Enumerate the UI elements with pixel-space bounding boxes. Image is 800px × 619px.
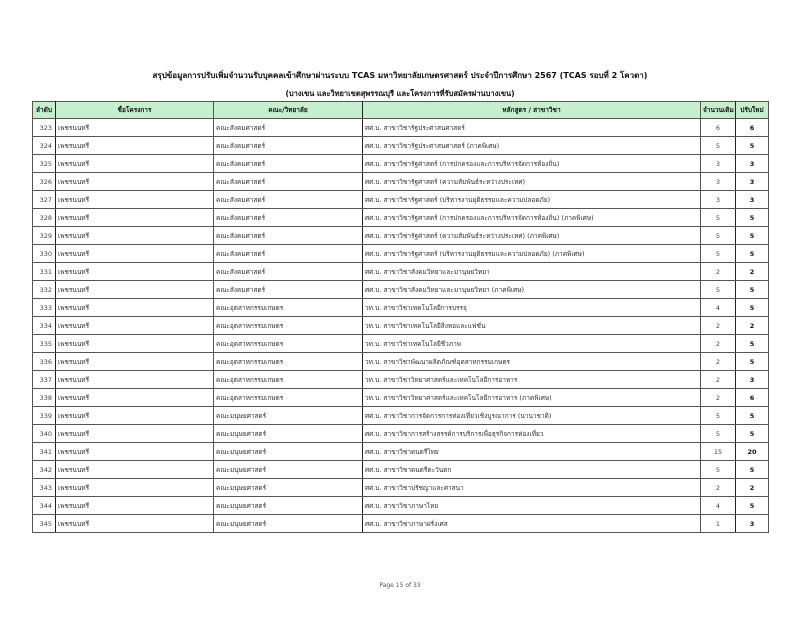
- row-number: 336: [33, 353, 56, 371]
- program-name: ศศ.บ. สาขาวิชารัฐศาสตร์ (ความสัมพันธ์ระหว่างประเทศ) (ภาคพิเศษ): [363, 227, 701, 245]
- faculty-name: คณะสังคมศาสตร์: [214, 155, 363, 173]
- original-quota: 1: [701, 515, 736, 533]
- faculty-name: คณะสังคมศาสตร์: [214, 137, 363, 155]
- faculty-name: คณะสังคมศาสตร์: [214, 281, 363, 299]
- new-quota: 6: [736, 389, 769, 407]
- program-name: วท.บ. สาขาวิชาวิทยาศาสตร์และเทคโนโลยีการอาหาร: [363, 371, 701, 389]
- program-name: ศศ.บ. สาขาวิชารัฐประศาสนศาสตร์: [363, 119, 701, 137]
- header-faculty: คณะ/วิทยาลัย: [214, 102, 363, 119]
- original-quota: 2: [701, 479, 736, 497]
- row-number: 338: [33, 389, 56, 407]
- row-number: 334: [33, 317, 56, 335]
- faculty-name: คณะสังคมศาสตร์: [214, 209, 363, 227]
- project-name: เพชรนนทรี: [56, 515, 214, 533]
- new-quota: 20: [736, 443, 769, 461]
- table-row: [33, 227, 769, 245]
- table-header-row: [33, 102, 769, 119]
- row-number: 330: [33, 245, 56, 263]
- program-name: วท.บ. สาขาวิชาวิทยาศาสตร์และเทคโนโลยีการอาหาร (ภาคพิเศษ): [363, 389, 701, 407]
- program-name: ศศ.บ. สาขาวิชารัฐศาสตร์ (บริหารงานยุติธรรมและความปลอดภัย) (ภาคพิเศษ): [363, 245, 701, 263]
- faculty-name: คณะสังคมศาสตร์: [214, 263, 363, 281]
- new-quota: 5: [736, 461, 769, 479]
- row-number: 329: [33, 227, 56, 245]
- table-row: [33, 155, 769, 173]
- faculty-name: คณะอุตสาหกรรมเกษตร: [214, 389, 363, 407]
- project-name: เพชรนนทรี: [56, 173, 214, 191]
- project-name: เพชรนนทรี: [56, 281, 214, 299]
- original-quota: 3: [701, 155, 736, 173]
- program-name: ศศ.บ. สาขาวิชาสังคมวิทยาและมานุษยวิทยา: [363, 263, 701, 281]
- table-row: [33, 299, 769, 317]
- original-quota: 4: [701, 497, 736, 515]
- original-quota: 2: [701, 389, 736, 407]
- row-number: 343: [33, 479, 56, 497]
- faculty-name: คณะมนุษยศาสตร์: [214, 497, 363, 515]
- original-quota: 4: [701, 299, 736, 317]
- page-number: Page 15 of 33: [379, 582, 421, 589]
- row-number: 340: [33, 425, 56, 443]
- program-name: ศศ.บ. สาขาวิชาดนตรีตะวันตก: [363, 461, 701, 479]
- original-quota: 5: [701, 209, 736, 227]
- header-project: ชื่อโครงการ: [56, 102, 214, 119]
- program-name: ศศ.บ. สาขาวิชารัฐศาสตร์ (การปกครองและการบริหารจัดการท้องถิ่น) (ภาคพิเศษ): [363, 209, 701, 227]
- new-quota: 5: [736, 497, 769, 515]
- row-number: 333: [33, 299, 56, 317]
- program-name: วท.บ. สาขาวิชาเทคโนโลยีชีวภาพ: [363, 335, 701, 353]
- original-quota: 5: [701, 137, 736, 155]
- original-quota: 2: [701, 317, 736, 335]
- row-number: 339: [33, 407, 56, 425]
- row-number: 341: [33, 443, 56, 461]
- table-row: [33, 191, 769, 209]
- table-row: [33, 137, 769, 155]
- program-name: ศศ.บ. สาขาวิชาดนตรีไทย: [363, 443, 701, 461]
- table-row: [33, 461, 769, 479]
- table-row: [33, 371, 769, 389]
- original-quota: 6: [701, 119, 736, 137]
- table-row: [33, 335, 769, 353]
- table-row: [33, 317, 769, 335]
- quota-table: [32, 101, 769, 533]
- faculty-name: คณะมนุษยศาสตร์: [214, 515, 363, 533]
- table-row: [33, 245, 769, 263]
- original-quota: 3: [701, 173, 736, 191]
- new-quota: 5: [736, 407, 769, 425]
- project-name: เพชรนนทรี: [56, 263, 214, 281]
- faculty-name: คณะสังคมศาสตร์: [214, 191, 363, 209]
- original-quota: 2: [701, 371, 736, 389]
- faculty-name: คณะสังคมศาสตร์: [214, 245, 363, 263]
- header-original: จำนวนเดิม: [701, 102, 736, 119]
- program-name: วท.บ. สาขาวิชาเทคโนโลยีการบรรจุ: [363, 299, 701, 317]
- new-quota: 3: [736, 515, 769, 533]
- project-name: เพชรนนทรี: [56, 227, 214, 245]
- faculty-name: คณะอุตสาหกรรมเกษตร: [214, 299, 363, 317]
- project-name: เพชรนนทรี: [56, 119, 214, 137]
- project-name: เพชรนนทรี: [56, 443, 214, 461]
- row-number: 323: [33, 119, 56, 137]
- project-name: เพชรนนทรี: [56, 137, 214, 155]
- row-number: 332: [33, 281, 56, 299]
- table-row: [33, 281, 769, 299]
- program-name: ศศ.บ. สาขาวิชาการจัดการการท่องเที่ยวเชิงบูรณาการ (นานาชาติ): [363, 407, 701, 425]
- new-quota: 3: [736, 371, 769, 389]
- header-program: หลักสูตร / สาขาวิชา: [363, 102, 701, 119]
- original-quota: 5: [701, 425, 736, 443]
- project-name: เพชรนนทรี: [56, 335, 214, 353]
- new-quota: 5: [736, 281, 769, 299]
- faculty-name: คณะมนุษยศาสตร์: [214, 479, 363, 497]
- new-quota: 5: [736, 209, 769, 227]
- row-number: 342: [33, 461, 56, 479]
- original-quota: 15: [701, 443, 736, 461]
- program-name: ศศ.บ. สาขาวิชาปรัชญาและศาสนา: [363, 479, 701, 497]
- new-quota: 5: [736, 299, 769, 317]
- original-quota: 2: [701, 353, 736, 371]
- program-name: ศศ.บ. สาขาวิชารัฐศาสตร์ (การปกครองและการบริหารจัดการท้องถิ่น): [363, 155, 701, 173]
- program-name: ศศ.บ. สาขาวิชาสังคมวิทยาและมานุษยวิทยา (ภาคพิเศษ): [363, 281, 701, 299]
- faculty-name: คณะมนุษยศาสตร์: [214, 407, 363, 425]
- row-number: 326: [33, 173, 56, 191]
- new-quota: 5: [736, 227, 769, 245]
- original-quota: 2: [701, 263, 736, 281]
- faculty-name: คณะมนุษยศาสตร์: [214, 461, 363, 479]
- new-quota: 5: [736, 425, 769, 443]
- new-quota: 6: [736, 119, 769, 137]
- header-new: ปรับใหม่: [736, 102, 769, 119]
- table-row: [33, 119, 769, 137]
- row-number: 337: [33, 371, 56, 389]
- project-name: เพชรนนทรี: [56, 461, 214, 479]
- faculty-name: คณะสังคมศาสตร์: [214, 173, 363, 191]
- row-number: 325: [33, 155, 56, 173]
- faculty-name: คณะอุตสาหกรรมเกษตร: [214, 317, 363, 335]
- table-row: [33, 173, 769, 191]
- faculty-name: คณะอุตสาหกรรมเกษตร: [214, 335, 363, 353]
- row-number: 331: [33, 263, 56, 281]
- program-name: ศศ.บ. สาขาวิชาภาษาไทย: [363, 497, 701, 515]
- table-row: [33, 389, 769, 407]
- program-name: วท.บ. สาขาวิชาเทคโนโลยีสิ่งทอและแฟชั่น: [363, 317, 701, 335]
- faculty-name: คณะอุตสาหกรรมเกษตร: [214, 353, 363, 371]
- program-name: ศศ.บ. สาขาวิชารัฐศาสตร์ (ความสัมพันธ์ระหว่างประเทศ): [363, 173, 701, 191]
- new-quota: 2: [736, 479, 769, 497]
- original-quota: 2: [701, 335, 736, 353]
- table-row: [33, 353, 769, 371]
- new-quota: 5: [736, 353, 769, 371]
- project-name: เพชรนนทรี: [56, 389, 214, 407]
- program-name: ศศ.บ. สาขาวิชารัฐประศาสนศาสตร์ (ภาคพิเศษ): [363, 137, 701, 155]
- project-name: เพชรนนทรี: [56, 353, 214, 371]
- table-row: [33, 209, 769, 227]
- project-name: เพชรนนทรี: [56, 479, 214, 497]
- project-name: เพชรนนทรี: [56, 497, 214, 515]
- row-number: 345: [33, 515, 56, 533]
- program-name: ศศ.บ. สาขาวิชารัฐศาสตร์ (บริหารงานยุติธรรมและความปลอดภัย): [363, 191, 701, 209]
- project-name: เพชรนนทรี: [56, 299, 214, 317]
- project-name: เพชรนนทรี: [56, 317, 214, 335]
- project-name: เพชรนนทรี: [56, 407, 214, 425]
- program-name: ศศ.บ. สาขาวิชาการสร้างสรรค์การบริการเพื่อธุรกิจการท่องเที่ยว: [363, 425, 701, 443]
- original-quota: 3: [701, 191, 736, 209]
- document-title: สรุปข้อมูลการปรับเพิ่มจำนวนรับบุคคลเข้าศึกษาผ่านระบบ TCAS มหาวิทยาลัยเกษตรศาสตร์ ประจำปีการศึกษา 2567 (TCAS รอบที่ 2 โควตา): [152, 71, 648, 80]
- program-name: ศศ.บ. สาขาวิชาภาษาฝรั่งเศส: [363, 515, 701, 533]
- table-row: [33, 263, 769, 281]
- project-name: เพชรนนทรี: [56, 245, 214, 263]
- table-row: [33, 407, 769, 425]
- project-name: เพชรนนทรี: [56, 425, 214, 443]
- original-quota: 5: [701, 407, 736, 425]
- table-row: [33, 497, 769, 515]
- project-name: เพชรนนทรี: [56, 191, 214, 209]
- original-quota: 5: [701, 281, 736, 299]
- original-quota: 5: [701, 461, 736, 479]
- new-quota: 2: [736, 263, 769, 281]
- new-quota: 3: [736, 191, 769, 209]
- project-name: เพชรนนทรี: [56, 209, 214, 227]
- row-number: 327: [33, 191, 56, 209]
- header-no: ลำดับ: [33, 102, 56, 119]
- new-quota: 3: [736, 155, 769, 173]
- table-body: [33, 119, 769, 533]
- new-quota: 2: [736, 317, 769, 335]
- row-number: 344: [33, 497, 56, 515]
- new-quota: 5: [736, 245, 769, 263]
- row-number: 335: [33, 335, 56, 353]
- program-name: วท.บ. สาขาวิชาพัฒนาผลิตภัณฑ์อุตสาหกรรมเกษตร: [363, 353, 701, 371]
- original-quota: 5: [701, 245, 736, 263]
- faculty-name: คณะอุตสาหกรรมเกษตร: [214, 371, 363, 389]
- table-row: [33, 443, 769, 461]
- table-row: [33, 425, 769, 443]
- row-number: 324: [33, 137, 56, 155]
- table-row: [33, 479, 769, 497]
- table-row: [33, 515, 769, 533]
- faculty-name: คณะสังคมศาสตร์: [214, 227, 363, 245]
- faculty-name: คณะมนุษยศาสตร์: [214, 443, 363, 461]
- new-quota: 5: [736, 137, 769, 155]
- project-name: เพชรนนทรี: [56, 371, 214, 389]
- row-number: 328: [33, 209, 56, 227]
- faculty-name: คณะมนุษยศาสตร์: [214, 425, 363, 443]
- faculty-name: คณะสังคมศาสตร์: [214, 119, 363, 137]
- original-quota: 5: [701, 227, 736, 245]
- project-name: เพชรนนทรี: [56, 155, 214, 173]
- new-quota: 3: [736, 173, 769, 191]
- new-quota: 5: [736, 335, 769, 353]
- document-subtitle: (บางเขน และวิทยาเขตสุพรรณบุรี และโครงการที่รับสมัครผ่านบางเขน): [285, 89, 515, 98]
